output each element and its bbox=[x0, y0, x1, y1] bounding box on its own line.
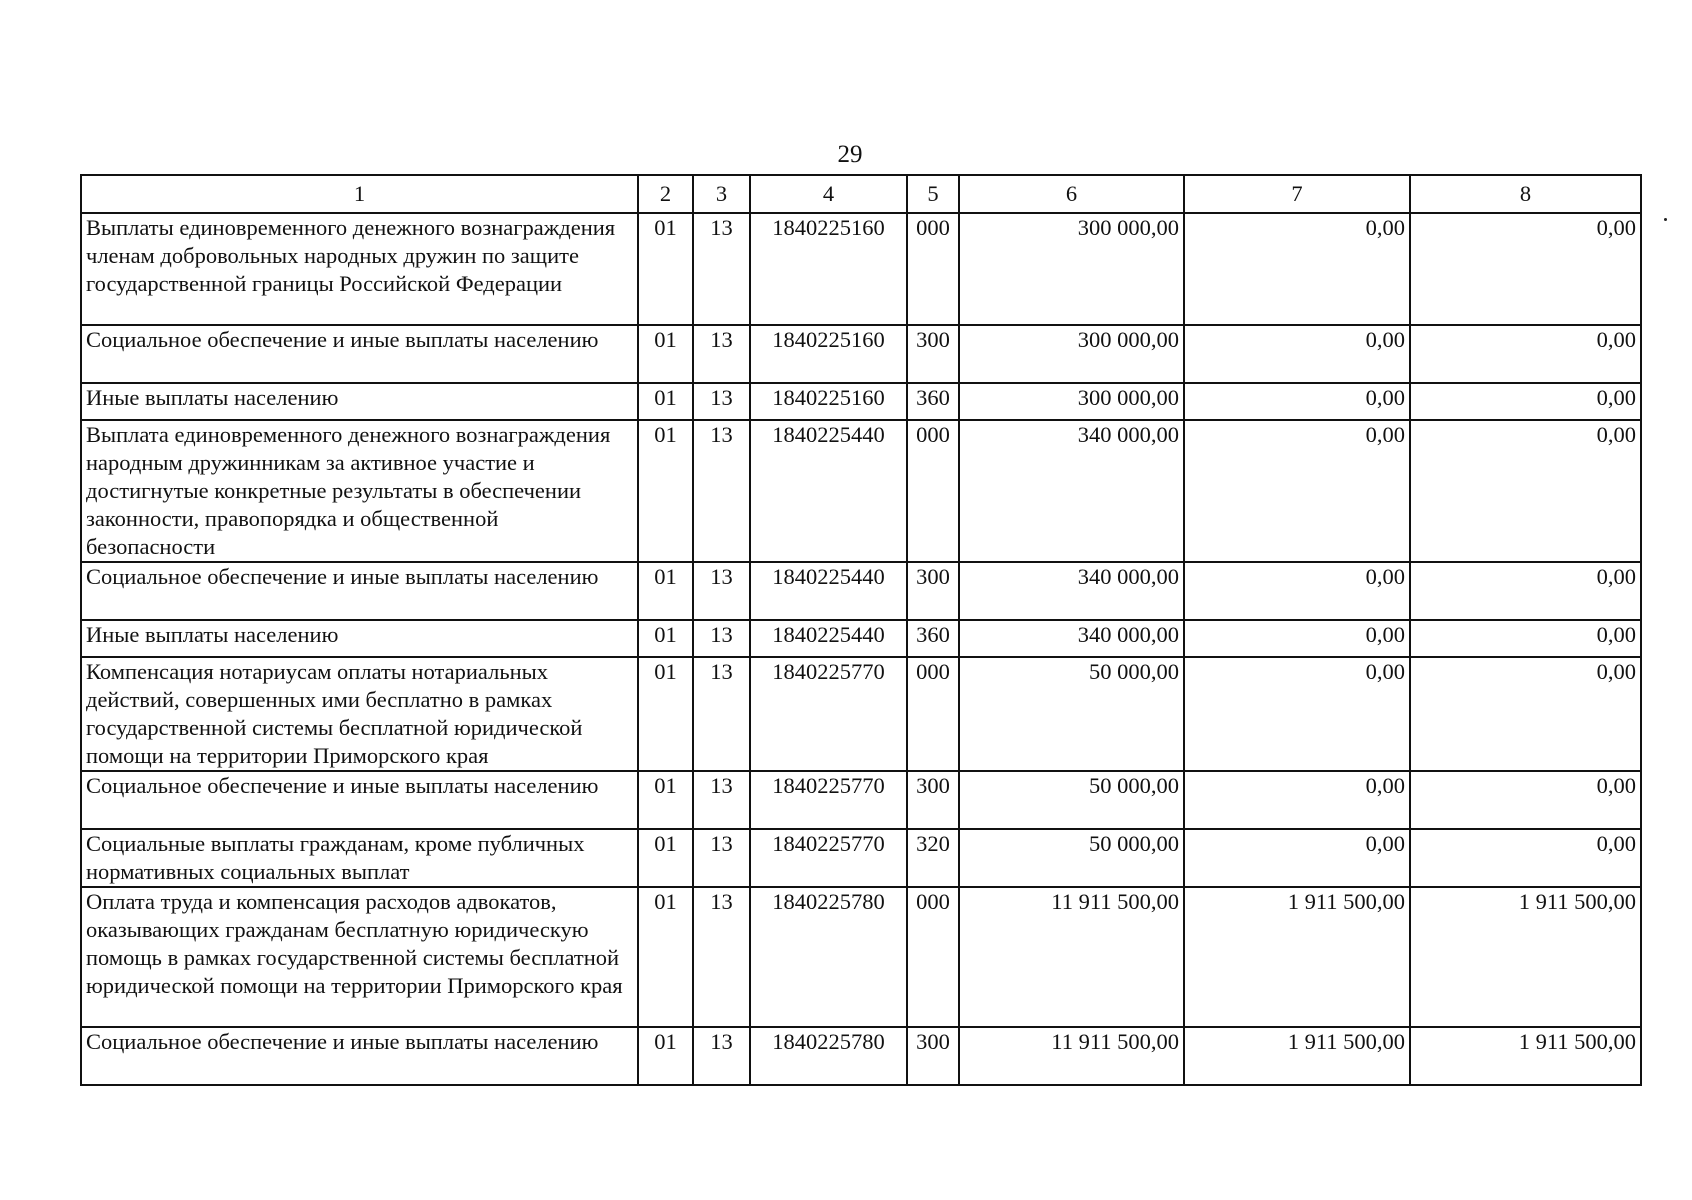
amount-col7: 0,00 bbox=[1184, 213, 1410, 325]
table-row bbox=[81, 562, 1641, 620]
amount-col7: 1 911 500,00 bbox=[1184, 1027, 1410, 1085]
amount-col7: 0,00 bbox=[1184, 620, 1410, 657]
table-row bbox=[81, 325, 1641, 383]
amount-col6: 300 000,00 bbox=[959, 213, 1184, 325]
page-number: 29 bbox=[837, 141, 863, 168]
row-label: Иные выплаты населению bbox=[81, 383, 638, 420]
amount-col7: 0,00 bbox=[1184, 420, 1410, 562]
amount-col6: 50 000,00 bbox=[959, 771, 1184, 829]
row-label: Оплата труда и компенсация расходов адвокатов, оказывающих гражданам бесплатную юридическую помощь в рамках государственной системы бесплатной юридической помощи на территории Приморского края bbox=[81, 887, 638, 1027]
row-label: Социальное обеспечение и иные выплаты населению bbox=[81, 325, 638, 383]
amount-col8: 0,00 bbox=[1410, 325, 1641, 383]
section-code: 01 bbox=[638, 213, 693, 325]
target-article-code: 1840225780 bbox=[750, 1027, 907, 1085]
subsection-code: 13 bbox=[693, 383, 750, 420]
amount-col8: 0,00 bbox=[1410, 620, 1641, 657]
expense-type-code: 000 bbox=[907, 887, 959, 1027]
subsection-code: 13 bbox=[693, 562, 750, 620]
amount-col6: 50 000,00 bbox=[959, 657, 1184, 771]
section-code: 01 bbox=[638, 829, 693, 887]
table-row bbox=[81, 887, 1641, 1027]
expense-type-code: 300 bbox=[907, 771, 959, 829]
target-article-code: 1840225770 bbox=[750, 657, 907, 771]
column-header: 6 bbox=[959, 175, 1184, 213]
column-header: 3 bbox=[693, 175, 750, 213]
table-row bbox=[81, 420, 1641, 562]
section-code: 01 bbox=[638, 620, 693, 657]
target-article-code: 1840225770 bbox=[750, 829, 907, 887]
amount-col8: 0,00 bbox=[1410, 829, 1641, 887]
subsection-code: 13 bbox=[693, 887, 750, 1027]
target-article-code: 1840225780 bbox=[750, 887, 907, 1027]
amount-col6: 50 000,00 bbox=[959, 829, 1184, 887]
row-label: Социальное обеспечение и иные выплаты населению bbox=[81, 1027, 638, 1085]
amount-col8: 0,00 bbox=[1410, 383, 1641, 420]
row-label: Выплаты единовременного денежного вознаграждения членам добровольных народных дружин по защите государственной границы Российской Федерации bbox=[81, 213, 638, 325]
section-code: 01 bbox=[638, 420, 693, 562]
amount-col6: 11 911 500,00 bbox=[959, 887, 1184, 1027]
expense-type-code: 300 bbox=[907, 1027, 959, 1085]
column-header: 8 bbox=[1410, 175, 1641, 213]
header-row bbox=[81, 175, 1641, 213]
target-article-code: 1840225160 bbox=[750, 213, 907, 325]
column-header: 7 bbox=[1184, 175, 1410, 213]
amount-col8: 1 911 500,00 bbox=[1410, 1027, 1641, 1085]
amount-col6: 11 911 500,00 bbox=[959, 1027, 1184, 1085]
row-label: Иные выплаты населению bbox=[81, 620, 638, 657]
subsection-code: 13 bbox=[693, 771, 750, 829]
section-code: 01 bbox=[638, 383, 693, 420]
table-row bbox=[81, 657, 1641, 771]
amount-col8: 0,00 bbox=[1410, 771, 1641, 829]
subsection-code: 13 bbox=[693, 657, 750, 771]
table-row bbox=[81, 1027, 1641, 1085]
target-article-code: 1840225440 bbox=[750, 620, 907, 657]
subsection-code: 13 bbox=[693, 1027, 750, 1085]
subsection-code: 13 bbox=[693, 325, 750, 383]
expense-type-code: 300 bbox=[907, 562, 959, 620]
amount-col6: 340 000,00 bbox=[959, 562, 1184, 620]
budget-table bbox=[80, 174, 1642, 1086]
column-header: 4 bbox=[750, 175, 907, 213]
row-label: Социальное обеспечение и иные выплаты населению bbox=[81, 562, 638, 620]
amount-col7: 0,00 bbox=[1184, 325, 1410, 383]
amount-col6: 300 000,00 bbox=[959, 325, 1184, 383]
expense-type-code: 000 bbox=[907, 420, 959, 562]
target-article-code: 1840225160 bbox=[750, 383, 907, 420]
row-label: Социальное обеспечение и иные выплаты населению bbox=[81, 771, 638, 829]
target-article-code: 1840225440 bbox=[750, 562, 907, 620]
table-row bbox=[81, 620, 1641, 657]
amount-col7: 0,00 bbox=[1184, 657, 1410, 771]
section-code: 01 bbox=[638, 887, 693, 1027]
column-header: 5 bbox=[907, 175, 959, 213]
target-article-code: 1840225770 bbox=[750, 771, 907, 829]
expense-type-code: 000 bbox=[907, 657, 959, 771]
amount-col7: 0,00 bbox=[1184, 383, 1410, 420]
column-header: 1 bbox=[81, 175, 638, 213]
amount-col8: 1 911 500,00 bbox=[1410, 887, 1641, 1027]
table-body bbox=[81, 213, 1641, 1085]
target-article-code: 1840225160 bbox=[750, 325, 907, 383]
expense-type-code: 300 bbox=[907, 325, 959, 383]
expense-type-code: 360 bbox=[907, 383, 959, 420]
table-row bbox=[81, 771, 1641, 829]
section-code: 01 bbox=[638, 657, 693, 771]
subsection-code: 13 bbox=[693, 213, 750, 325]
subsection-code: 13 bbox=[693, 420, 750, 562]
amount-col6: 340 000,00 bbox=[959, 620, 1184, 657]
expense-type-code: 360 bbox=[907, 620, 959, 657]
scan-dot bbox=[1664, 218, 1667, 221]
row-label: Социальные выплаты гражданам, кроме публичных нормативных социальных выплат bbox=[81, 829, 638, 887]
row-label: Выплата единовременного денежного вознаграждения народным дружинникам за активное участие и достигнутые конкретные результаты в обеспечении законности, правопорядка и общественной безопасности bbox=[81, 420, 638, 562]
subsection-code: 13 bbox=[693, 829, 750, 887]
amount-col8: 0,00 bbox=[1410, 213, 1641, 325]
amount-col7: 1 911 500,00 bbox=[1184, 887, 1410, 1027]
subsection-code: 13 bbox=[693, 620, 750, 657]
row-label: Компенсация нотариусам оплаты нотариальных действий, совершенных ими бесплатно в рамках государственной системы бесплатной юридической помощи на территории Приморского края bbox=[81, 657, 638, 771]
amount-col8: 0,00 bbox=[1410, 657, 1641, 771]
table-row bbox=[81, 383, 1641, 420]
amount-col8: 0,00 bbox=[1410, 562, 1641, 620]
section-code: 01 bbox=[638, 1027, 693, 1085]
table-row bbox=[81, 829, 1641, 887]
amount-col8: 0,00 bbox=[1410, 420, 1641, 562]
amount-col7: 0,00 bbox=[1184, 829, 1410, 887]
expense-type-code: 000 bbox=[907, 213, 959, 325]
section-code: 01 bbox=[638, 325, 693, 383]
section-code: 01 bbox=[638, 771, 693, 829]
section-code: 01 bbox=[638, 562, 693, 620]
target-article-code: 1840225440 bbox=[750, 420, 907, 562]
column-header: 2 bbox=[638, 175, 693, 213]
amount-col7: 0,00 bbox=[1184, 562, 1410, 620]
expense-type-code: 320 bbox=[907, 829, 959, 887]
amount-col7: 0,00 bbox=[1184, 771, 1410, 829]
amount-col6: 300 000,00 bbox=[959, 383, 1184, 420]
table-row bbox=[81, 213, 1641, 325]
amount-col6: 340 000,00 bbox=[959, 420, 1184, 562]
